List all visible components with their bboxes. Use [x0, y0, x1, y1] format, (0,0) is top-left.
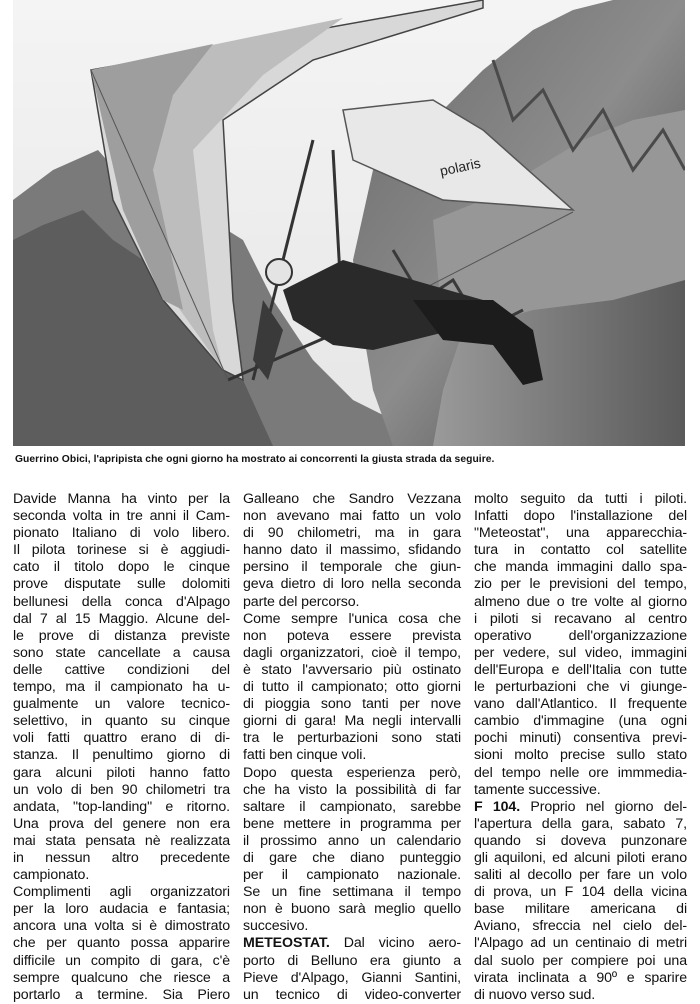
- text-line: tamente successive.: [474, 781, 601, 798]
- text-line: Una prova del genere non era: [13, 815, 230, 832]
- text-line: operativo dell'organizzazione: [474, 627, 687, 644]
- text-line: pochi minuti) consentiva previ-: [474, 730, 687, 747]
- text-line: fatti ben cinque voli.: [243, 747, 367, 764]
- text-line: gli aquiloni, ed alcuni piloti erano: [474, 849, 687, 866]
- text-line: tra le perturbazioni sono stati: [243, 730, 461, 747]
- section-heading: METEOSTAT.: [243, 935, 330, 952]
- text-line: Davide Manna ha vinto per la: [13, 491, 230, 507]
- text-line: Aviano, sfreccia nel cielo del-: [474, 918, 687, 935]
- text-line: geva dietro di loro nella seconda: [243, 576, 461, 593]
- text-line: virata inclinata a 90º e sparire: [474, 969, 687, 986]
- text-line: è stato l'avversario più ostinato: [243, 661, 461, 678]
- text-line: per vedere, sul video, immagini: [474, 644, 687, 661]
- text-line: non poteva essere prevista: [243, 627, 461, 644]
- text-line: voli fatti quattro erano di di-: [13, 730, 230, 747]
- section-heading: F 104.: [474, 798, 521, 815]
- text-line: dal suolo per compiere poi una: [474, 952, 687, 969]
- text-line: almeno due o tre volte al giorno: [474, 593, 687, 610]
- text-line: [243, 935, 461, 952]
- text-line: porto di Belluno era giunto a: [243, 952, 461, 969]
- text-line: delle cattive condizioni del: [13, 661, 230, 678]
- text-line: "Meteostat", una apparecchia-: [474, 525, 687, 542]
- text-line: parte del percorso.: [243, 593, 360, 610]
- text-line: dell'Europa e dell'Italia con tutte: [474, 661, 687, 678]
- text-line: l'apertura della gara, sabato 7,: [474, 815, 687, 832]
- text-line: per il campionato nazionale.: [243, 867, 461, 884]
- text-line: bellunesi della conca d'Alpago: [13, 593, 230, 610]
- text-line: Galleano che Sandro Vezzana: [243, 491, 461, 507]
- text-line: [474, 799, 687, 816]
- text-line: sono state cancellate a causa: [13, 644, 230, 661]
- article-column-1: [13, 491, 230, 1004]
- text-line: cato il titolo dopo le cinque: [13, 559, 230, 576]
- text-line: Pieve d'Alpago, Gianni Santini,: [243, 969, 461, 986]
- photo-caption: Guerrino Obici, l'apripista che ogni giorno ha mostrato ai concorrenti la giusta strada da seguire.: [15, 454, 495, 465]
- text-fragment: Proprio nel giorno del-: [520, 798, 687, 815]
- text-line: prove disputate sulle dolomiti: [13, 576, 230, 593]
- text-line: mai stata pensata nè realizzata: [13, 832, 230, 849]
- text-line: Complimenti agli organizzatori: [13, 884, 230, 901]
- text-line: hanno dato il massimo, sfidando: [243, 542, 461, 559]
- text-line: Come sempre l'unica cosa che: [243, 610, 461, 627]
- article-column-3: [474, 491, 687, 1004]
- text-line: di prova, un F 104 della vicina: [474, 884, 687, 901]
- text-line: gara alcuni piloti hanno fatto: [13, 764, 230, 781]
- text-line: base militare americana di: [474, 901, 687, 918]
- text-line: zio per le previsioni del tempo,: [474, 576, 687, 593]
- text-line: campionato.: [13, 867, 90, 884]
- text-line: non è buono sarà meglio quello: [243, 901, 461, 918]
- text-line: un tecnico di video-converter: [243, 986, 461, 1003]
- text-line: tura in contatto col satellite: [474, 542, 687, 559]
- text-line: Dopo questa esperienza però,: [243, 764, 461, 781]
- text-line: persino il temporale che giun-: [243, 559, 461, 576]
- text-fragment: Dal vicino aero-: [329, 935, 461, 952]
- text-line: stanza. Il penultimo giorno di: [13, 747, 230, 764]
- text-line: le prove di distanza previste: [13, 627, 230, 644]
- text-line: di tutto il campionato; otto giorni: [243, 679, 461, 696]
- text-line: le perturbazioni che vi giunge-: [474, 679, 687, 696]
- text-line: saltare il campionato, sarebbe: [243, 798, 461, 815]
- text-line: Infatti dopo l'installazione del: [474, 508, 687, 525]
- text-line: i piloti si recavano al centro: [474, 610, 687, 627]
- text-line: in nessun altro precedente: [13, 849, 230, 866]
- text-line: non avevano mai fatto un volo: [243, 508, 461, 525]
- text-line: cambio d'immagine (una ogni: [474, 713, 687, 730]
- text-line: pionato Italiano di volo libero.: [13, 525, 230, 542]
- text-line: del tempo nelle ore immmedia-: [474, 764, 687, 781]
- hang-glider-photo: [13, 0, 685, 446]
- text-line: l'Alpago ad un centinaio di metri: [474, 935, 687, 952]
- text-line: che manda immagini dallo spa-: [474, 559, 687, 576]
- text-line: tempo, ma il campionato ha u-: [13, 679, 230, 696]
- text-line: di 90 chilometri, ma in gara: [243, 525, 461, 542]
- text-line: dagli organizzatori, cioè il tempo,: [243, 644, 461, 661]
- text-line: succesivo.: [243, 918, 309, 935]
- text-line: di nuovo verso sud.: [474, 986, 596, 1003]
- text-line: Se un fine settimana il tempo: [243, 884, 461, 901]
- text-line: andata, "top-landing" e ritorno.: [13, 798, 230, 815]
- sail-logo: polaris: [438, 154, 482, 179]
- text-line: di pioggia sono tanti per nove: [243, 696, 461, 713]
- text-line: selettivo, in quanto su cinque: [13, 713, 230, 730]
- text-line: Il pilota torinese si è aggiudi-: [13, 542, 230, 559]
- text-line: portarlo a termine. Sia Piero: [13, 986, 230, 1003]
- text-line: un volo di ben 90 chilometri tra: [13, 781, 230, 798]
- text-line: quando si doveva punzonare: [474, 832, 687, 849]
- text-line: sioni molto precise sullo stato: [474, 747, 687, 764]
- text-line: vano dall'Atlantico. Il frequente: [474, 696, 687, 713]
- text-line: ancora una volta si è dimostrato: [13, 918, 230, 935]
- text-line: che per quanto possa apparire: [13, 935, 230, 952]
- text-line: gualmente un valore tecnico-: [13, 696, 230, 713]
- text-line: sempre qualcuno che riesce a: [13, 969, 230, 986]
- text-line: saliti al decollo per fare un volo: [474, 867, 687, 884]
- text-line: seconda volta in tre anni il Cam-: [13, 508, 230, 525]
- text-line: il prossimo anno un calendario: [243, 832, 461, 849]
- text-line: difficile un compito di gara, c'è: [13, 952, 230, 969]
- text-line: di gare che diano punteggio: [243, 849, 461, 866]
- text-line: bene mettere in programma per: [243, 815, 461, 832]
- text-line: dal 7 al 15 Maggio. Alcune del-: [13, 610, 230, 627]
- article-column-2: [243, 491, 461, 1004]
- text-line: giorni di gara! Ma negli intervalli: [243, 713, 461, 730]
- text-line: che ha visto la possibilità di far: [243, 781, 461, 798]
- text-line: per la loro audacia e fantasia;: [13, 901, 230, 918]
- text-line: molto seguito da tutti i piloti.: [474, 491, 687, 507]
